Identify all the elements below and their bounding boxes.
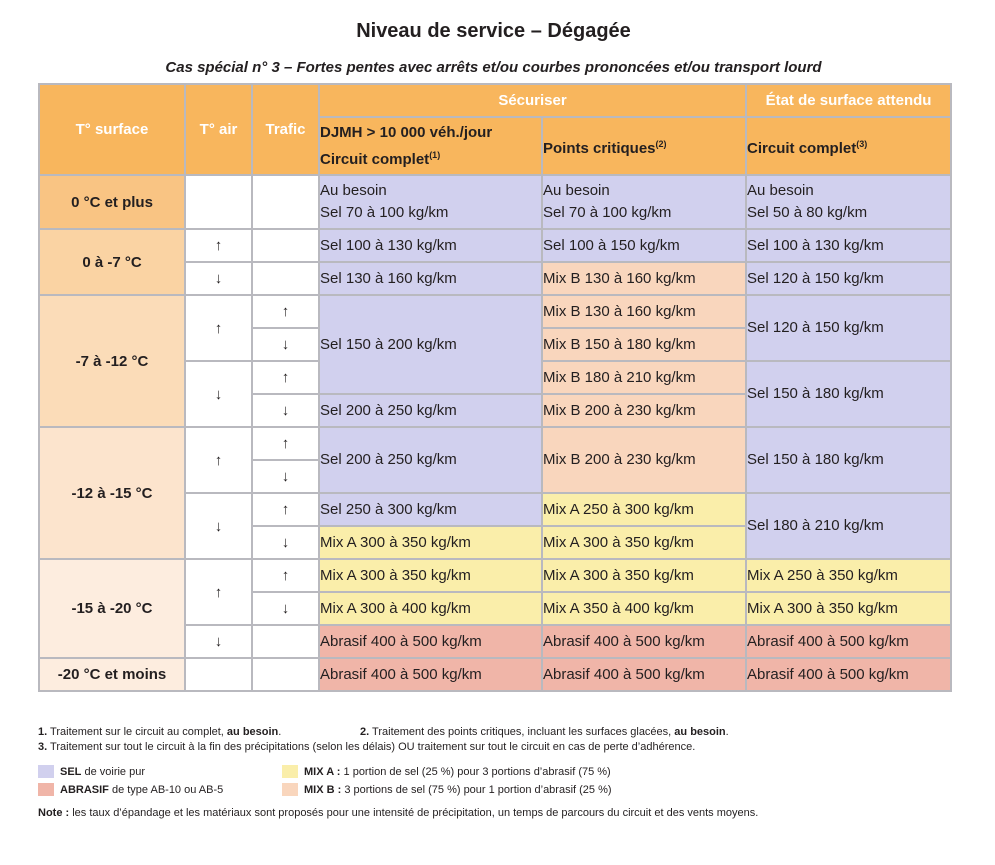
rate-cell: Mix A 300 à 350 kg/km xyxy=(319,559,542,592)
header-securiser: Sécuriser xyxy=(319,84,746,117)
rate-cell: Abrasif 400 à 500 kg/km xyxy=(542,658,746,691)
table-row xyxy=(39,427,951,460)
rate-cell: Mix A 250 à 350 kg/km xyxy=(746,559,951,592)
empty-cell xyxy=(185,175,252,229)
rate-cell: Sel 150 à 180 kg/km xyxy=(746,361,951,427)
footnote-number: 2. xyxy=(360,726,370,738)
footnote-ref-3: (3) xyxy=(856,138,868,149)
arrow-up-icon: ↑ xyxy=(185,295,252,361)
header-row-1 xyxy=(39,84,951,117)
legend-abrasif-swatch xyxy=(38,783,54,796)
rate-cell: Sel 150 à 200 kg/km xyxy=(319,295,542,394)
empty-cell xyxy=(252,262,319,295)
arrow-down-icon: ↓ xyxy=(252,526,319,559)
header-djmh-line2: Circuit complet xyxy=(320,150,430,168)
rate-cell: Abrasif 400 à 500 kg/km xyxy=(746,625,951,658)
footnote-text: Traitement sur tout le circuit à la fin des précipitations (selon les délais) OU traitement sur tout le circuit en cas de perte d’adhérence. xyxy=(47,741,696,753)
legend-mixb-text: 3 portions de sel (75 %) pour 1 portion d’abrasif (25 %) xyxy=(341,784,612,796)
rate-cell: Sel 120 à 150 kg/km xyxy=(746,262,951,295)
footnote-ref-1: (1) xyxy=(429,149,441,160)
rate-cell: Abrasif 400 à 500 kg/km xyxy=(542,625,746,658)
arrow-up-icon: ↑ xyxy=(185,559,252,625)
temp-cell: -7 à -12 °C xyxy=(39,295,185,427)
rate-cell: Sel 200 à 250 kg/km xyxy=(319,427,542,493)
rate-cell xyxy=(746,175,951,229)
table-row xyxy=(39,559,951,592)
arrow-down-icon: ↓ xyxy=(252,460,319,493)
rate-text: Au besoin xyxy=(747,182,814,199)
arrow-down-icon: ↓ xyxy=(185,262,252,295)
legend-sel-swatch xyxy=(38,765,54,778)
note xyxy=(38,807,758,819)
footnote-ref-2: (2) xyxy=(655,138,667,149)
rate-cell: Mix A 300 à 350 kg/km xyxy=(319,526,542,559)
legend-mixa-swatch xyxy=(282,765,298,778)
rate-cell: Sel 120 à 150 kg/km xyxy=(746,295,951,361)
rate-cell: Mix A 300 à 350 kg/km xyxy=(542,559,746,592)
legend-mixb-label: MIX B : xyxy=(304,784,342,796)
rate-cell: Sel 130 à 160 kg/km xyxy=(319,262,542,295)
footnote-text: Traitement sur le circuit au complet, xyxy=(47,726,227,738)
rate-cell: Sel 100 à 150 kg/km xyxy=(542,229,746,262)
footnote-emphasis: au besoin xyxy=(226,726,279,738)
rate-cell: Mix B 150 à 180 kg/km xyxy=(542,328,746,361)
rate-cell: Sel 250 à 300 kg/km xyxy=(319,493,542,526)
service-level-table xyxy=(38,83,952,692)
empty-cell xyxy=(185,658,252,691)
rate-cell: Sel 150 à 180 kg/km xyxy=(746,427,951,493)
rate-cell: Sel 180 à 210 kg/km xyxy=(746,493,951,559)
rate-cell: Mix A 350 à 400 kg/km xyxy=(542,592,746,625)
rate-text: Sel 50 à 80 kg/km xyxy=(747,204,868,221)
empty-cell xyxy=(252,658,319,691)
legend-abrasif-text: de type AB-10 ou AB-5 xyxy=(108,784,224,796)
empty-cell xyxy=(252,625,319,658)
rate-cell: Mix B 180 à 210 kg/km xyxy=(542,361,746,394)
rate-cell: Mix B 130 à 160 kg/km xyxy=(542,295,746,328)
footnote-end: . xyxy=(278,726,282,738)
rate-cell: Mix B 200 à 230 kg/km xyxy=(542,427,746,493)
temp-cell: -12 à -15 °C xyxy=(39,427,185,559)
temp-cell: 0 °C et plus xyxy=(39,175,185,229)
arrow-down-icon: ↓ xyxy=(185,361,252,427)
rate-text: Sel 70 à 100 kg/km xyxy=(320,204,449,221)
rate-text: Au besoin xyxy=(320,182,387,199)
rate-cell: Mix A 300 à 350 kg/km xyxy=(746,592,951,625)
header-circuit-label: Circuit complet xyxy=(747,139,857,157)
temp-cell: 0 à -7 °C xyxy=(39,229,185,295)
empty-cell xyxy=(252,175,319,229)
arrow-down-icon: ↓ xyxy=(252,328,319,361)
header-etat-surface: État de surface attendu xyxy=(746,84,951,117)
footnote-emphasis: au besoin xyxy=(674,726,726,738)
header-t-surface: T° surface xyxy=(39,84,185,175)
rate-cell: Abrasif 400 à 500 kg/km xyxy=(746,658,951,691)
legend-mixa-text: 1 portion de sel (25 %) pour 3 portions d’abrasif (75 %) xyxy=(340,766,611,778)
arrow-down-icon: ↓ xyxy=(252,394,319,427)
arrow-up-icon: ↑ xyxy=(252,295,319,328)
arrow-up-icon: ↑ xyxy=(185,229,252,262)
legend-sel-label: SEL xyxy=(60,766,82,778)
footnote-3 xyxy=(38,741,695,753)
arrow-up-icon: ↑ xyxy=(252,361,319,394)
rate-cell: Sel 100 à 130 kg/km xyxy=(319,229,542,262)
table-row xyxy=(39,658,951,691)
rate-text: Sel 70 à 100 kg/km xyxy=(543,204,672,221)
rate-cell: Mix A 250 à 300 kg/km xyxy=(542,493,746,526)
table-row xyxy=(39,175,951,229)
rate-cell: Sel 200 à 250 kg/km xyxy=(319,394,542,427)
footnote-2 xyxy=(360,726,729,738)
legend-abrasif xyxy=(60,784,223,796)
rate-text: Au besoin xyxy=(543,182,610,199)
arrow-up-icon: ↑ xyxy=(185,427,252,493)
rate-cell: Sel 100 à 130 kg/km xyxy=(746,229,951,262)
rate-cell xyxy=(319,175,542,229)
table-row xyxy=(39,229,951,262)
note-text: les taux d’épandage et les matériaux sont proposés pour une intensité de précipitation, un temps de parcours du circuit et des vents moyens. xyxy=(69,807,759,819)
rate-cell: Abrasif 400 à 500 kg/km xyxy=(319,658,542,691)
arrow-down-icon: ↓ xyxy=(252,592,319,625)
legend-mixb xyxy=(304,784,612,796)
note-label: Note : xyxy=(38,807,70,819)
footnote-text: Traitement des points critiques, incluant les surfaces glacées, xyxy=(369,726,675,738)
rate-cell: Mix A 300 à 400 kg/km xyxy=(319,592,542,625)
page-subtitle: Cas spécial n° 3 – Fortes pentes avec arrêts et/ou courbes prononcées et/ou transport lourd xyxy=(165,59,822,76)
legend-abrasif-label: ABRASIF xyxy=(60,784,109,796)
arrow-up-icon: ↑ xyxy=(252,427,319,460)
header-points-critiques xyxy=(542,117,746,175)
rate-cell xyxy=(542,175,746,229)
legend-sel-text: de voirie pur xyxy=(81,766,145,778)
rate-cell: Mix A 300 à 350 kg/km xyxy=(542,526,746,559)
empty-cell xyxy=(252,229,319,262)
footnote-1 xyxy=(38,726,281,738)
page-title: Niveau de service – Dégagée xyxy=(356,20,631,42)
temp-cell: -15 à -20 °C xyxy=(39,559,185,658)
legend-mixa-label: MIX A : xyxy=(304,766,341,778)
table-row xyxy=(39,295,951,328)
legend-mixa xyxy=(304,766,611,778)
header-trafic: Trafic xyxy=(252,84,319,175)
footnote-number: 1. xyxy=(38,726,48,738)
arrow-up-icon: ↑ xyxy=(252,493,319,526)
header-djmh-line1: DJMH > 10 000 véh./jour xyxy=(320,123,493,141)
footnote-number: 3. xyxy=(38,741,48,753)
header-t-air: T° air xyxy=(185,84,252,175)
arrow-down-icon: ↓ xyxy=(185,625,252,658)
header-circuit-complet xyxy=(746,117,951,175)
temp-cell: -20 °C et moins xyxy=(39,658,185,691)
arrow-down-icon: ↓ xyxy=(185,493,252,559)
rate-cell: Mix B 200 à 230 kg/km xyxy=(542,394,746,427)
arrow-up-icon: ↑ xyxy=(252,559,319,592)
rate-cell: Abrasif 400 à 500 kg/km xyxy=(319,625,542,658)
legend-sel xyxy=(60,766,145,778)
header-points-label: Points critiques xyxy=(543,139,656,157)
legend-mixb-swatch xyxy=(282,783,298,796)
header-djmh xyxy=(319,117,542,175)
footnote-end: . xyxy=(725,726,729,738)
rate-cell: Mix B 130 à 160 kg/km xyxy=(542,262,746,295)
